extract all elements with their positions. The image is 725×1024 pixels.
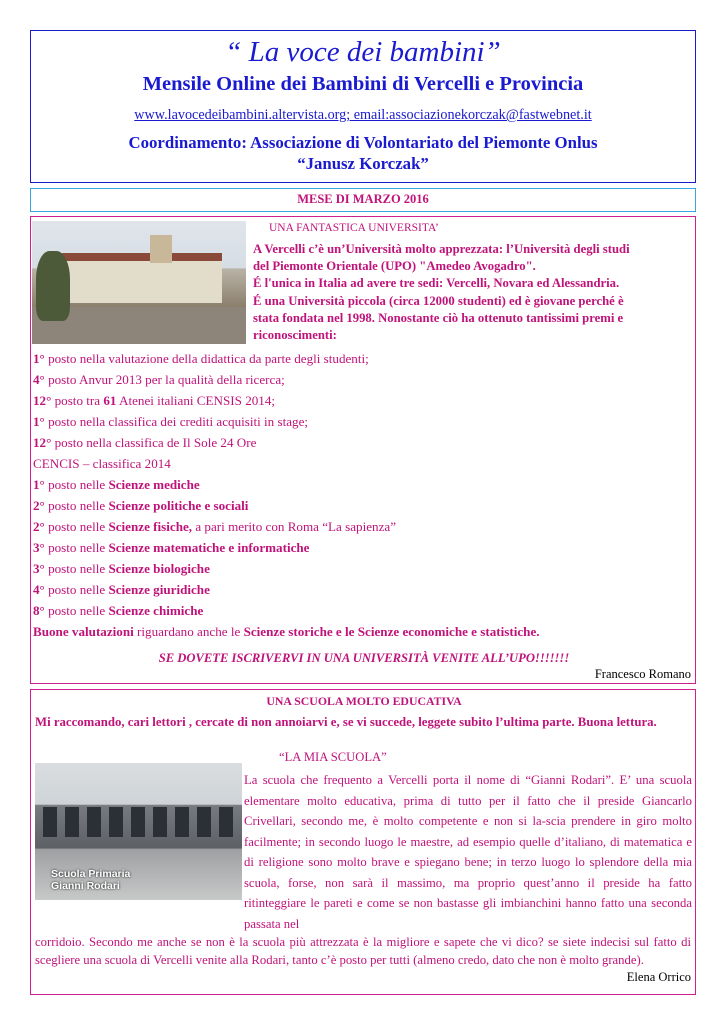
list-item: 1° posto nella classifica dei crediti acquisiti in stage;	[33, 414, 309, 429]
list-item: 4° posto Anvur 2013 per la qualità della ricerca;	[33, 372, 285, 387]
article-intro: A Vercelli c’è un’Università molto apprezzata: l’Università degli studi del Piemonte Orientale (UPO) "Amedeo Avogadro". É l'unica in Italia ad avere tre sedi: Vercelli, Novara ed Alessandria. É una Università piccola (circa 12000 studenti) ed è giovane perché è stata fondata nel 1998. Nonostante ciò ha ottenuto tantissimi premi e riconoscimenti:	[253, 242, 630, 343]
list-item: 12° posto nella classifica de Il Sole 24 Ore	[33, 435, 257, 450]
list-item: 2° posto nelle Scienze fisiche, a pari merito con Roma “La sapienza”	[33, 519, 397, 534]
list-item: 3° posto nelle Scienze biologiche	[33, 561, 210, 576]
article-school	[30, 689, 696, 995]
school-photo	[35, 763, 242, 900]
list-item: 8° posto nelle Scienze chimiche	[33, 603, 204, 618]
closing-slogan: SE DOVETE ISCRIVERVI IN UNA UNIVERSITÀ VENITE ALL’UPO!!!!!!!	[158, 651, 570, 665]
coordination-name: “Janusz Korczak”	[297, 154, 429, 173]
article-author: Francesco Romano	[594, 667, 691, 681]
list-item: 2° posto nelle Scienze politiche e sociali	[33, 498, 249, 513]
article-title: UNA FANTASTICA UNIVERSITA’	[269, 222, 439, 234]
newsletter-header	[30, 30, 696, 183]
list-item: 12° posto tra 61 Atenei italiani CENSIS 2014;	[33, 393, 276, 408]
list-item: 1° posto nelle Scienze mediche	[33, 477, 200, 492]
article-subtitle: “LA MIA SCUOLA”	[279, 750, 387, 764]
newsletter-subtitle: Mensile Online dei Bambini di Vercelli e Provincia	[142, 73, 584, 95]
list-item: 3° posto nelle Scienze matematiche e informatiche	[33, 540, 310, 555]
photo-caption: Scuola Primaria Gianni Rodari	[51, 868, 131, 892]
article-author: Elena Orrico	[626, 970, 691, 984]
rankings-list	[33, 348, 693, 642]
article-body: La scuola che frequento a Vercelli porta il nome di “Gianni Rodari”. E’ una scuola elementare molto educativa, prima di tutto per il fatto che il preside Giancarlo Crivellari, secondo me, è molto competente e non si la-scia prendere in giro molto facilmente; in secondo luogo le maestre, ad esempio quelle d’italiano, di matematica e di religione sono molto brave e spiegano bene; in terzo luogo lo splendore della mia scuola, forse, non sarà il massimo, ma proprio quest’anno il preside ha fatto ritinteggiare le pareti e come se non bastasse gli imbianchini hanno fatto una seconda passata nel	[244, 773, 692, 931]
list-item: 1° posto nella valutazione della didattica da parte degli studenti;	[33, 351, 369, 366]
newsletter-title: “ La voce dei bambini”	[225, 36, 501, 68]
coordination-line: Coordinamento: Associazione di Volontariato del Piemonte Onlus	[128, 133, 598, 152]
website-email-link[interactable]: www.lavocedeibambini.altervista.org; email:associazionekorczak@fastwebnet.it	[134, 107, 592, 123]
issue-month: MESE DI MARZO 2016	[30, 188, 696, 212]
article-university	[30, 216, 696, 684]
good-ratings-line: Buone valutazioni riguardano anche le Scienze storiche e le Scienze economiche e statistiche.	[33, 624, 540, 639]
list-item: 4° posto nelle Scienze giuridiche	[33, 582, 210, 597]
article-body-continued: corridoio. Secondo me anche se non è la scuola più attrezzata è la migliore e sapete che vi dico? se siete indecisi sul fatto di scegliere una scuola di Vercelli venite alla Rodari, tanto c’è posto per tutti (almeno credo, dato che non è molto grande).	[35, 935, 691, 967]
article-intro: Mi raccomando, cari lettori , cercate di non annoiarvi e, se vi succede, leggete subito l’ultima parte. Buona lettura.	[35, 715, 657, 729]
censis-heading: CENCIS – classifica 2014	[33, 456, 171, 471]
article-title: UNA SCUOLA MOLTO EDUCATIVA	[266, 694, 462, 708]
university-photo	[32, 221, 246, 344]
